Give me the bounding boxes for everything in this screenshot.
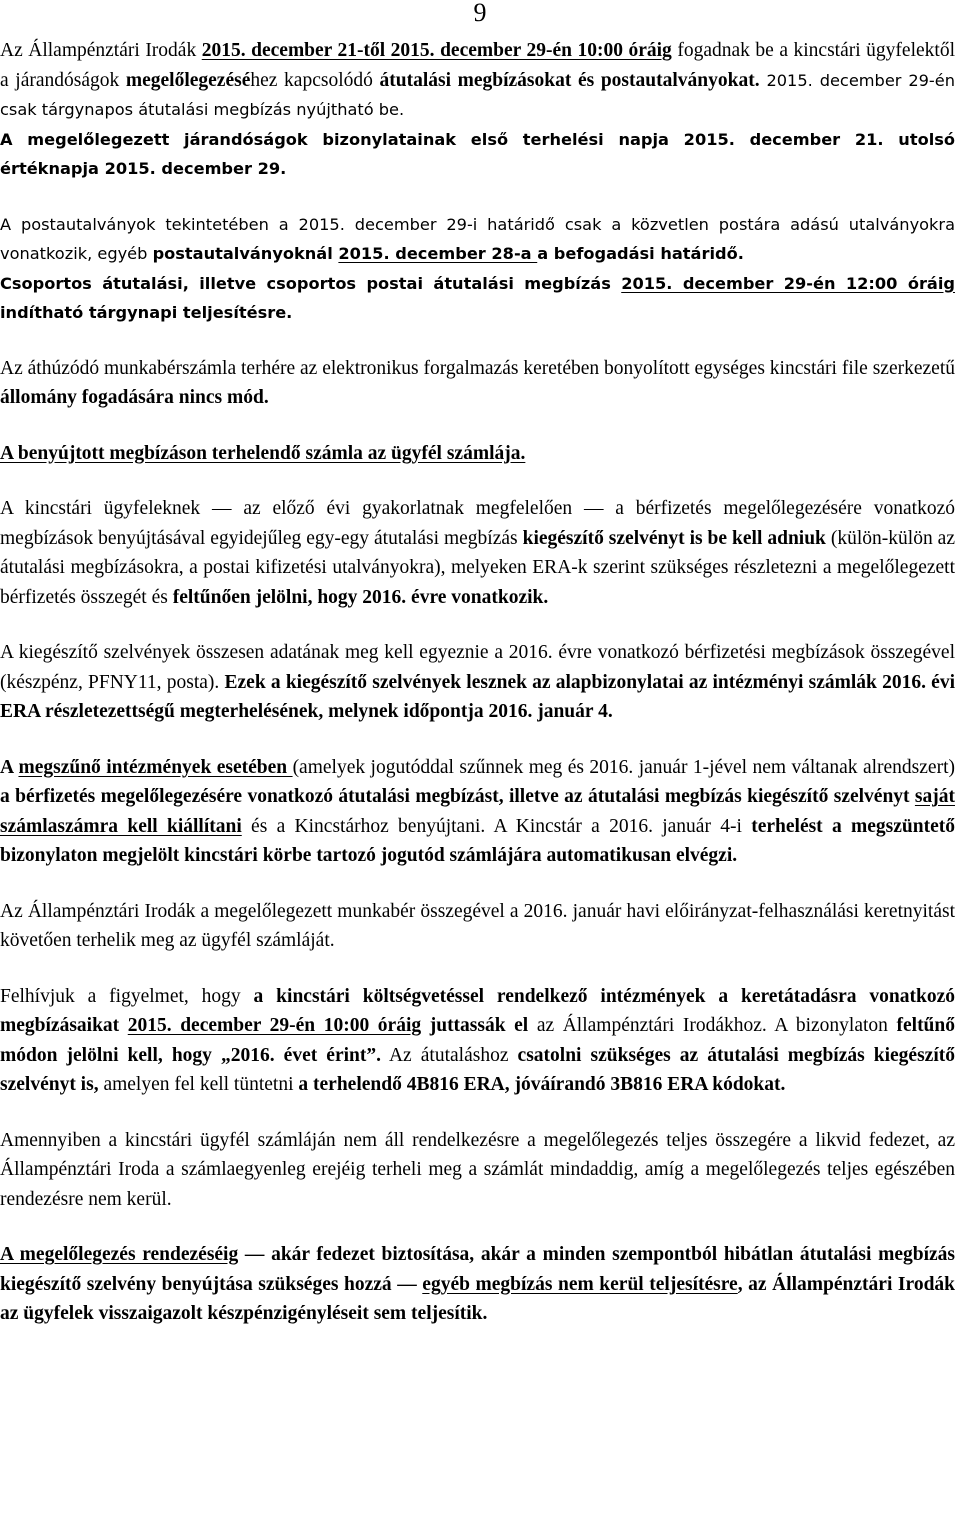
text-run: Az Állampénztári Irodák a megelőlegezett munkabér összegével a 2016. január havi előirányzat-felhasználási keretnyitást követően terhelik meg az ügyfél számláját. bbox=[0, 900, 955, 951]
text-run: a bérfizetés megelőlegezésére vonatkozó átutalási megbízást, illetve az átutalási megbízás kiegészítő szelvényt bbox=[0, 786, 915, 807]
paragraph bbox=[0, 439, 955, 469]
text-run: A megelőlegezés rendezéséig bbox=[0, 1244, 239, 1265]
text-run: hez kapcsolódó bbox=[250, 69, 380, 91]
text-run: feltűnően jelölni, hogy 2016. évre vonatkozik. bbox=[172, 586, 549, 608]
text-run: , az Állampénztári Irodák az ügyfelek visszaigazolt készpénzigényléseit sem teljesítik. bbox=[0, 1273, 956, 1324]
text-run: feltűnő módon jelölni kell, hogy „2016. évet érint”. bbox=[0, 1015, 955, 1066]
text-run: Az Állampénztári Irodák bbox=[0, 40, 202, 61]
text-run: csatolni szükséges az átutalási megbízás kiegészítő szelvényt is, bbox=[0, 1044, 955, 1095]
paragraph bbox=[0, 1126, 955, 1215]
paragraph bbox=[0, 125, 955, 184]
text-run: 2015. december 29-én 10:00 óráig bbox=[127, 1015, 422, 1036]
text-run: A bbox=[0, 756, 19, 778]
text-run: (külön-külön az átutalási megbízásokra, a postai kifizetési utalványokra), melyeken ERA-k szerint szükséges részletezni a megelőlegezett bérfizetés összegét és bbox=[0, 527, 955, 608]
text-run: A kiegészítő szelvények összesen adatának meg kell egyeznie a 2016. évre vonatkozó bérfizetési megbízások összegével (készpénz, PFNY11, posta). bbox=[0, 642, 955, 693]
paragraph bbox=[0, 982, 955, 1100]
text-run: a befogadási határidő. bbox=[537, 244, 744, 263]
text-run: 2015. december 29-én csak tárgynapos átutalási megbízás nyújtható be. bbox=[0, 70, 955, 119]
text-run: (amelyek jogutóddal szűnnek meg és 2016. január 1-jével nem váltanak alrendszert) bbox=[292, 756, 955, 778]
text-run: Csoportos átutalási, illetve csoportos postai átutalási megbízás bbox=[0, 273, 622, 293]
text-run: A megelőlegezett járandóságok bizonylatainak első terhelési napja 2015. december 21. utolsó értéknapja 2015. december 29. bbox=[0, 129, 955, 178]
text-run: megelőlegezésé bbox=[125, 69, 251, 91]
text-run: megszűnő intézmények esetében bbox=[18, 756, 293, 778]
text-run: postautalványoknál bbox=[152, 244, 339, 263]
text-run: 2015. december 28-a bbox=[338, 244, 538, 263]
text-run: állomány fogadására nincs mód. bbox=[0, 387, 269, 408]
text-run: és a Kincstárhoz benyújtani. A Kincstár a 2016. január 4-i bbox=[241, 815, 752, 837]
paragraph bbox=[0, 494, 955, 612]
text-run: indítható tárgynapi teljesítésre. bbox=[0, 303, 293, 322]
text-run: Ezek a kiegészítő szelvények lesznek az alapbizonylatai az intézményi számlák 2016. évi ERA részletezettségű megterhelésének, melynek időpontja 2016. január 4. bbox=[0, 671, 955, 722]
text-run: Amennyiben a kincstári ügyfél számláján nem áll rendelkezésre a megelőlegezés teljes összegére a likvid fedezet, az Állampénztári Iroda a számlaegyenleg erejéig terheli meg a számlát mindaddig, amíg a megelőlegezés teljes egészében rendezésre nem kerül. bbox=[0, 1129, 955, 1210]
text-run: A postautalványok tekintetében a 2015. december 29-i határidő csak a közvetlen postára adású utalványokra vonatkozik, egyéb bbox=[0, 214, 955, 263]
text-run: Felhívjuk a figyelmet, hogy bbox=[0, 985, 254, 1007]
text-run: kiegészítő szelvényt is be kell adniuk bbox=[522, 527, 826, 549]
text-run: 2015. december 21-től 2015. december 29-én 10:00 óráig bbox=[201, 40, 672, 61]
text-run: terhelést a megszüntető bizonylaton megjelölt kincstári körbe tartozó jogutód számlájára automatikusan elvégzi. bbox=[0, 815, 955, 866]
text-run: A kincstári ügyfeleknek — az előző évi gyakorlatnak megfelelően — a bérfizetés megelőlegezésére vonatkozó megbízások benyújtásával egyidejűleg egy-egy átutalási megbízás bbox=[0, 498, 955, 549]
paragraph bbox=[0, 269, 955, 328]
document-body bbox=[0, 36, 955, 1355]
paragraph bbox=[0, 354, 955, 413]
paragraph bbox=[0, 897, 955, 956]
text-run: A benyújtott megbízáson terhelendő számla az ügyfél számlája. bbox=[0, 442, 526, 464]
text-run: 2015. december 29-én 12:00 óráig bbox=[621, 273, 955, 293]
paragraph bbox=[0, 210, 955, 269]
text-run: fogadnak be a kincstári ügyfelektől a járandóságok bbox=[0, 40, 955, 91]
text-run: Az áthúzódó munkabérszámla terhére az elektronikus forgalmazás keretében bonyolított egységes kincstári file szerkezetű bbox=[0, 357, 955, 379]
text-run: juttassák el bbox=[421, 1015, 529, 1036]
text-run: egyéb megbízás nem kerül teljesítésre bbox=[422, 1273, 738, 1295]
paragraph bbox=[0, 638, 955, 727]
text-run: a kincstári költségvetéssel rendelkező intézmények a keretátadásra vonatkozó megbízásaikat bbox=[0, 985, 956, 1036]
text-run: az Állampénztári Irodákhoz. A bizonylaton bbox=[528, 1015, 897, 1036]
paragraph bbox=[0, 36, 955, 125]
text-run: a terhelendő 4B816 ERA, jóváírandó 3B816 ERA kódokat. bbox=[298, 1074, 786, 1095]
page-number: 9 bbox=[473, 0, 487, 27]
text-run: Az átutaláshoz bbox=[380, 1044, 518, 1066]
paragraph bbox=[0, 753, 955, 871]
text-run: amelyen fel kell tüntetni bbox=[98, 1074, 299, 1095]
text-run: saját számlaszámra kell kiállítani bbox=[0, 786, 955, 837]
text-run: — akár fedezet biztosítása, akár a minden szempontból hibátlan átutalási megbízás kiegészítő szelvény benyújtása szükséges hozzá — bbox=[0, 1244, 955, 1295]
paragraph bbox=[0, 1240, 955, 1329]
text-run: átutalási megbízásokat és postautalványokat. bbox=[379, 69, 760, 91]
